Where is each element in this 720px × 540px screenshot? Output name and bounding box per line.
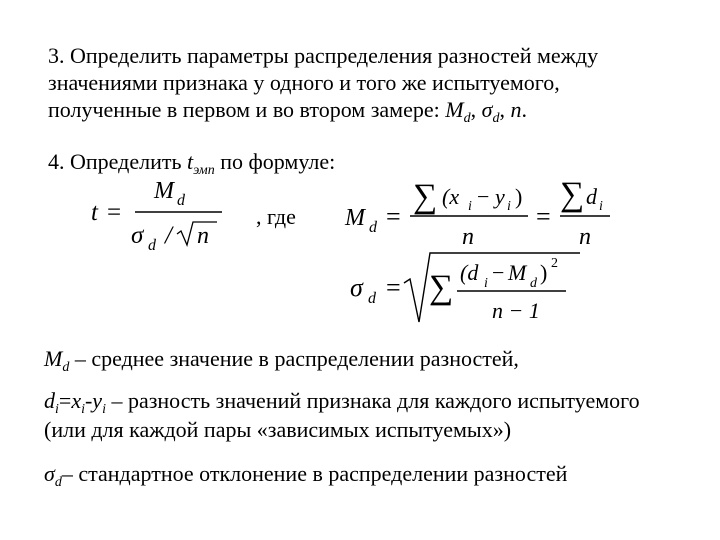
where-label: , где [256, 204, 296, 229]
def-di-x: x [71, 388, 82, 413]
item3-line3-text: полученные в первом и во втором замере: [48, 97, 446, 122]
formula-sigma [350, 253, 580, 323]
def-sigma-text: – стандартное отклонение в распределении разностей [61, 461, 568, 486]
formula-md-num: (x [442, 184, 460, 209]
formula-t-t: t [91, 199, 98, 226]
formula-t-sigma: σ [131, 222, 144, 249]
t-symbol: t [187, 149, 194, 174]
md-symbol: M [445, 97, 464, 122]
formula-md-n2: n [579, 224, 591, 250]
formula-md [344, 176, 610, 250]
def-di-y-sub: i [102, 402, 106, 417]
def-di-text: – разность значений признака для каждого испытуемого [105, 388, 640, 413]
formula-t-sigma-d: d [148, 237, 156, 254]
item4-text: 4. Определить [48, 149, 187, 174]
def-md-text: – среднее значение в распределении разностей, [69, 346, 519, 371]
def-md-M: M [44, 346, 63, 371]
formula-sigma-M: M [508, 260, 527, 285]
sep-2: , [499, 97, 511, 122]
formula-md-eq2: = [536, 202, 551, 231]
formula-md-i2: i [507, 199, 511, 214]
def-di-eq: = [58, 388, 72, 413]
formula-t [91, 178, 222, 254]
def-di-y: y [92, 388, 103, 413]
def-md [44, 345, 519, 381]
def-sigma [44, 460, 567, 496]
formula-sigma-den: n − 1 [492, 298, 540, 323]
def-di-d: d [44, 388, 55, 413]
formula-md-n: n [462, 224, 474, 250]
formula-sigma-sq: 2 [551, 256, 558, 271]
formula-sigma-open: (d [460, 260, 479, 285]
formula-sigma-sigma: σ [350, 273, 363, 302]
formula-md-i1: i [468, 199, 472, 214]
item3-line2: значениями признака у одного и того же испытуемого, [48, 70, 560, 95]
def-di-line2: (или для каждой пары «зависимых испытуемых») [44, 417, 512, 442]
sigma-symbol-sub: d [492, 111, 500, 126]
formula-sigma-d: d [368, 290, 376, 307]
formula-md-sum2: ∑ [560, 176, 585, 213]
formula-md-y: y [495, 184, 505, 209]
formula-md-minus: − [477, 184, 490, 209]
formula-md-eq1: = [386, 202, 401, 231]
formula-t-eq: = [107, 199, 122, 226]
sep-1: , [470, 97, 482, 122]
formula-t-d: d [177, 192, 185, 209]
formula-md-close: ) [515, 184, 523, 209]
formula-md-i3: i [599, 199, 603, 214]
def-di-dash: - [84, 388, 93, 413]
formula-md-d: d [369, 219, 377, 236]
formula-t-M: M [154, 178, 174, 204]
def-di-d-sub: i [55, 402, 59, 417]
t-symbol-sub: эмп [193, 163, 215, 178]
formula-sigma-close: ) [540, 260, 548, 285]
formula-md-M: M [345, 205, 365, 231]
sigma-symbol: σ [481, 97, 493, 122]
def-di-x-sub: i [81, 402, 85, 417]
formula-md-sum: ∑ [413, 178, 438, 215]
def-md-sub: d [62, 360, 70, 375]
item4-text-end: по формуле: [214, 149, 336, 174]
formula-sigma-sum: ∑ [429, 269, 454, 306]
formula-t-n: n [197, 223, 209, 249]
n-symbol: n [510, 97, 522, 122]
def-sigma-symbol: σ [44, 461, 55, 486]
formula-sigma-eq: = [386, 273, 401, 302]
formula-t-slash: / [165, 222, 172, 249]
formula-sigma-d2: d [530, 276, 537, 291]
formula-md-d2: d [586, 184, 597, 209]
formula-sigma-minus: − [492, 260, 505, 285]
md-symbol-sub: d [463, 111, 471, 126]
formula-sigma-i: i [484, 276, 488, 291]
item3-line1: 3. Определить параметры распределения разностей между [48, 43, 599, 68]
def-sigma-sub: d [54, 475, 62, 490]
line3-end: . [521, 97, 527, 122]
